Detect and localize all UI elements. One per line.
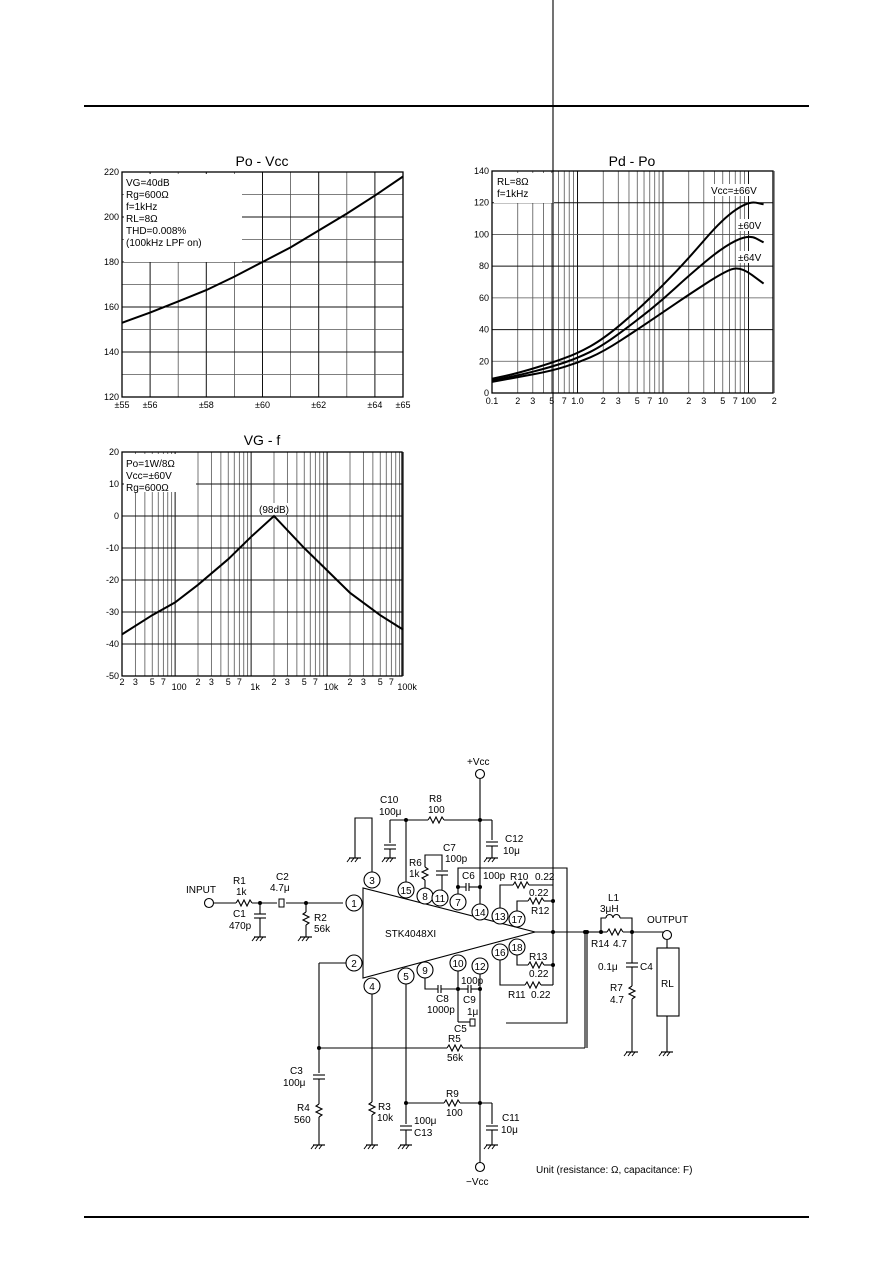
svg-text:200: 200 xyxy=(103,212,119,222)
svg-text:±64: ±64 xyxy=(367,400,383,410)
svg-text:2: 2 xyxy=(347,677,353,687)
svg-text:1.0: 1.0 xyxy=(571,396,584,406)
svg-text:2: 2 xyxy=(771,396,777,406)
svg-text:-20: -20 xyxy=(105,575,119,585)
svg-text:7: 7 xyxy=(312,677,318,687)
svg-text:1: 1 xyxy=(351,899,357,910)
svg-text:f=1kHz: f=1kHz xyxy=(497,189,529,200)
svg-text:±65: ±65 xyxy=(395,400,411,410)
svg-text:100μ: 100μ xyxy=(414,1116,437,1127)
svg-text:20: 20 xyxy=(478,356,489,367)
svg-text:4.7μ: 4.7μ xyxy=(270,883,290,894)
svg-text:2: 2 xyxy=(600,396,606,406)
svg-text:2: 2 xyxy=(119,677,125,687)
svg-text:0.22: 0.22 xyxy=(535,872,555,883)
svg-text:9: 9 xyxy=(422,966,428,977)
svg-text:2: 2 xyxy=(351,959,357,970)
svg-text:−Vcc: −Vcc xyxy=(466,1177,489,1188)
svg-text:7: 7 xyxy=(455,898,461,909)
svg-text:10k: 10k xyxy=(323,682,339,692)
svg-text:5: 5 xyxy=(149,677,155,687)
svg-text:100p: 100p xyxy=(445,854,468,865)
svg-text:C6: C6 xyxy=(462,871,475,882)
vcc-pos-terminal[interactable] xyxy=(476,770,485,779)
svg-text:1k: 1k xyxy=(250,682,260,692)
svg-text:RL: RL xyxy=(661,979,674,990)
input-terminal[interactable] xyxy=(205,899,214,908)
svg-text:C3: C3 xyxy=(290,1066,303,1077)
unit-note: Unit (resistance: Ω, capacitance: F) xyxy=(536,1165,693,1176)
svg-text:7: 7 xyxy=(388,677,394,687)
svg-text:140: 140 xyxy=(103,347,119,357)
chart-title: Po - Vcc xyxy=(235,153,289,169)
svg-text:100k: 100k xyxy=(397,682,417,692)
svg-text:Po=1W/8Ω: Po=1W/8Ω xyxy=(126,459,175,470)
svg-text:R7: R7 xyxy=(610,983,623,994)
svg-text:1000p: 1000p xyxy=(427,1005,455,1016)
svg-text:±56: ±56 xyxy=(142,400,158,410)
svg-text:560: 560 xyxy=(294,1115,311,1126)
svg-text:40: 40 xyxy=(478,324,489,335)
svg-text:R8: R8 xyxy=(429,794,442,805)
svg-text:100: 100 xyxy=(171,682,187,692)
svg-text:5: 5 xyxy=(403,972,409,983)
svg-text:3: 3 xyxy=(284,677,290,687)
svg-text:R14: R14 xyxy=(591,939,610,950)
svg-text:100: 100 xyxy=(740,396,757,406)
svg-text:1k: 1k xyxy=(236,887,247,898)
svg-text:10μ: 10μ xyxy=(501,1125,518,1136)
svg-text:100μ: 100μ xyxy=(379,807,402,818)
svg-text:3: 3 xyxy=(701,396,707,406)
svg-text:5: 5 xyxy=(301,677,307,687)
svg-text:18: 18 xyxy=(511,943,523,954)
svg-text:4: 4 xyxy=(369,982,375,993)
svg-text:2: 2 xyxy=(195,677,201,687)
svg-text:±64V: ±64V xyxy=(738,253,762,264)
svg-text:C8: C8 xyxy=(436,994,449,1005)
svg-text:0.22: 0.22 xyxy=(531,990,551,1001)
svg-text:0: 0 xyxy=(483,388,489,398)
svg-text:100μ: 100μ xyxy=(283,1078,306,1089)
svg-text:7: 7 xyxy=(647,396,653,406)
svg-text:20: 20 xyxy=(108,447,119,457)
svg-text:C2: C2 xyxy=(276,872,289,883)
svg-text:100p: 100p xyxy=(461,976,484,987)
svg-text:2: 2 xyxy=(686,396,692,406)
svg-text:INPUT: INPUT xyxy=(186,885,216,896)
svg-text:(100kHz LPF on): (100kHz LPF on) xyxy=(126,238,202,249)
svg-text:±58: ±58 xyxy=(198,400,214,410)
svg-text:14: 14 xyxy=(474,908,486,919)
svg-text:10k: 10k xyxy=(377,1113,394,1124)
svg-text:±62: ±62 xyxy=(311,400,327,410)
svg-text:R1: R1 xyxy=(233,876,246,887)
svg-text:RL=8Ω: RL=8Ω xyxy=(126,214,158,225)
svg-text:100: 100 xyxy=(446,1108,463,1119)
svg-text:R13: R13 xyxy=(529,952,548,963)
svg-text:-40: -40 xyxy=(105,639,119,649)
svg-text:C1: C1 xyxy=(233,909,246,920)
svg-text:C4: C4 xyxy=(640,962,653,973)
svg-text:220: 220 xyxy=(103,167,119,177)
output-terminal[interactable] xyxy=(663,931,672,940)
svg-text:80: 80 xyxy=(478,261,489,272)
svg-text:0.22: 0.22 xyxy=(529,888,549,899)
vcc-neg-terminal[interactable] xyxy=(476,1163,485,1172)
chart-title: VG - f xyxy=(243,432,281,448)
svg-text:5: 5 xyxy=(720,396,726,406)
svg-text:3: 3 xyxy=(132,677,138,687)
svg-text:OUTPUT: OUTPUT xyxy=(647,915,689,926)
svg-text:2: 2 xyxy=(271,677,277,687)
svg-text:4.7: 4.7 xyxy=(613,939,627,950)
svg-text:10μ: 10μ xyxy=(503,846,520,857)
svg-text:5: 5 xyxy=(377,677,383,687)
svg-text:R2: R2 xyxy=(314,913,327,924)
svg-text:60: 60 xyxy=(478,292,489,303)
svg-text:R10: R10 xyxy=(510,872,529,883)
svg-text:0.1μ: 0.1μ xyxy=(598,962,618,973)
svg-text:C12: C12 xyxy=(505,834,524,845)
svg-text:R4: R4 xyxy=(297,1103,310,1114)
svg-text:10: 10 xyxy=(108,479,119,489)
svg-text:±60V: ±60V xyxy=(738,221,762,232)
svg-text:Vcc=±60V: Vcc=±60V xyxy=(126,471,172,482)
svg-text:f=1kHz: f=1kHz xyxy=(126,202,158,213)
svg-text:3: 3 xyxy=(369,876,375,887)
svg-text:+Vcc: +Vcc xyxy=(467,757,490,768)
svg-text:VG=40dB: VG=40dB xyxy=(126,178,170,189)
svg-text:12: 12 xyxy=(474,962,486,973)
chart-title: Pd - Po xyxy=(608,153,656,169)
svg-text:C11: C11 xyxy=(502,1113,520,1124)
svg-text:7: 7 xyxy=(160,677,166,687)
svg-text:C9: C9 xyxy=(463,995,476,1006)
svg-text:5: 5 xyxy=(634,396,640,406)
svg-text:4.7: 4.7 xyxy=(610,995,624,1006)
svg-text:11: 11 xyxy=(434,894,446,905)
svg-text:-50: -50 xyxy=(105,671,119,681)
svg-text:0.1: 0.1 xyxy=(485,396,499,406)
svg-text:RL=8Ω: RL=8Ω xyxy=(497,177,529,188)
svg-text:120: 120 xyxy=(103,392,119,402)
svg-text:7: 7 xyxy=(561,396,567,406)
svg-text:C13: C13 xyxy=(414,1128,433,1139)
svg-text:R12: R12 xyxy=(531,906,550,917)
svg-text:1μ: 1μ xyxy=(467,1007,479,1018)
svg-text:R6: R6 xyxy=(409,858,422,869)
svg-text:8: 8 xyxy=(422,892,428,903)
svg-text:5: 5 xyxy=(549,396,555,406)
svg-text:1k: 1k xyxy=(409,869,420,880)
svg-text:10: 10 xyxy=(452,959,464,970)
svg-text:C10: C10 xyxy=(380,795,399,806)
svg-text:160: 160 xyxy=(103,302,119,312)
svg-text:Rg=600Ω: Rg=600Ω xyxy=(126,483,169,494)
svg-text:140: 140 xyxy=(473,166,489,176)
svg-text:100: 100 xyxy=(428,805,445,816)
svg-text:3: 3 xyxy=(615,396,621,406)
svg-text:120: 120 xyxy=(473,197,489,208)
svg-text:100p: 100p xyxy=(483,871,506,882)
svg-text:2: 2 xyxy=(515,396,521,406)
svg-text:C5: C5 xyxy=(454,1024,467,1035)
svg-text:3: 3 xyxy=(530,396,536,406)
svg-text:5: 5 xyxy=(225,677,231,687)
svg-text:Vcc=±66V: Vcc=±66V xyxy=(711,186,757,197)
svg-text:7: 7 xyxy=(732,396,738,406)
svg-text:R11: R11 xyxy=(508,990,526,1001)
svg-text:3: 3 xyxy=(208,677,214,687)
svg-text:0.22: 0.22 xyxy=(529,969,549,980)
svg-text:13: 13 xyxy=(494,912,506,923)
svg-text:R3: R3 xyxy=(378,1102,391,1113)
svg-text:Rg=600Ω: Rg=600Ω xyxy=(126,190,169,201)
svg-text:56k: 56k xyxy=(447,1053,464,1064)
svg-text:(98dB): (98dB) xyxy=(259,505,290,516)
svg-text:0: 0 xyxy=(113,511,119,521)
svg-text:R5: R5 xyxy=(448,1034,461,1045)
svg-text:10: 10 xyxy=(657,396,669,406)
svg-text:±55: ±55 xyxy=(114,400,130,410)
svg-text:THD=0.008%: THD=0.008% xyxy=(126,226,187,237)
svg-text:±60: ±60 xyxy=(255,400,270,410)
svg-text:C7: C7 xyxy=(443,843,456,854)
svg-text:-30: -30 xyxy=(105,607,119,617)
svg-text:180: 180 xyxy=(103,257,119,267)
svg-text:7: 7 xyxy=(236,677,242,687)
svg-text:16: 16 xyxy=(494,948,506,959)
svg-text:3μH: 3μH xyxy=(600,904,619,915)
svg-text:3: 3 xyxy=(360,677,366,687)
svg-text:15: 15 xyxy=(400,886,412,897)
svg-text:17: 17 xyxy=(511,915,523,926)
svg-text:100: 100 xyxy=(473,229,489,240)
ic-label: STK4048XI xyxy=(385,929,437,940)
svg-text:56k: 56k xyxy=(314,924,331,935)
svg-text:R9: R9 xyxy=(446,1089,459,1100)
svg-text:-10: -10 xyxy=(105,543,119,553)
svg-text:L1: L1 xyxy=(608,893,620,904)
svg-text:470p: 470p xyxy=(229,921,252,932)
